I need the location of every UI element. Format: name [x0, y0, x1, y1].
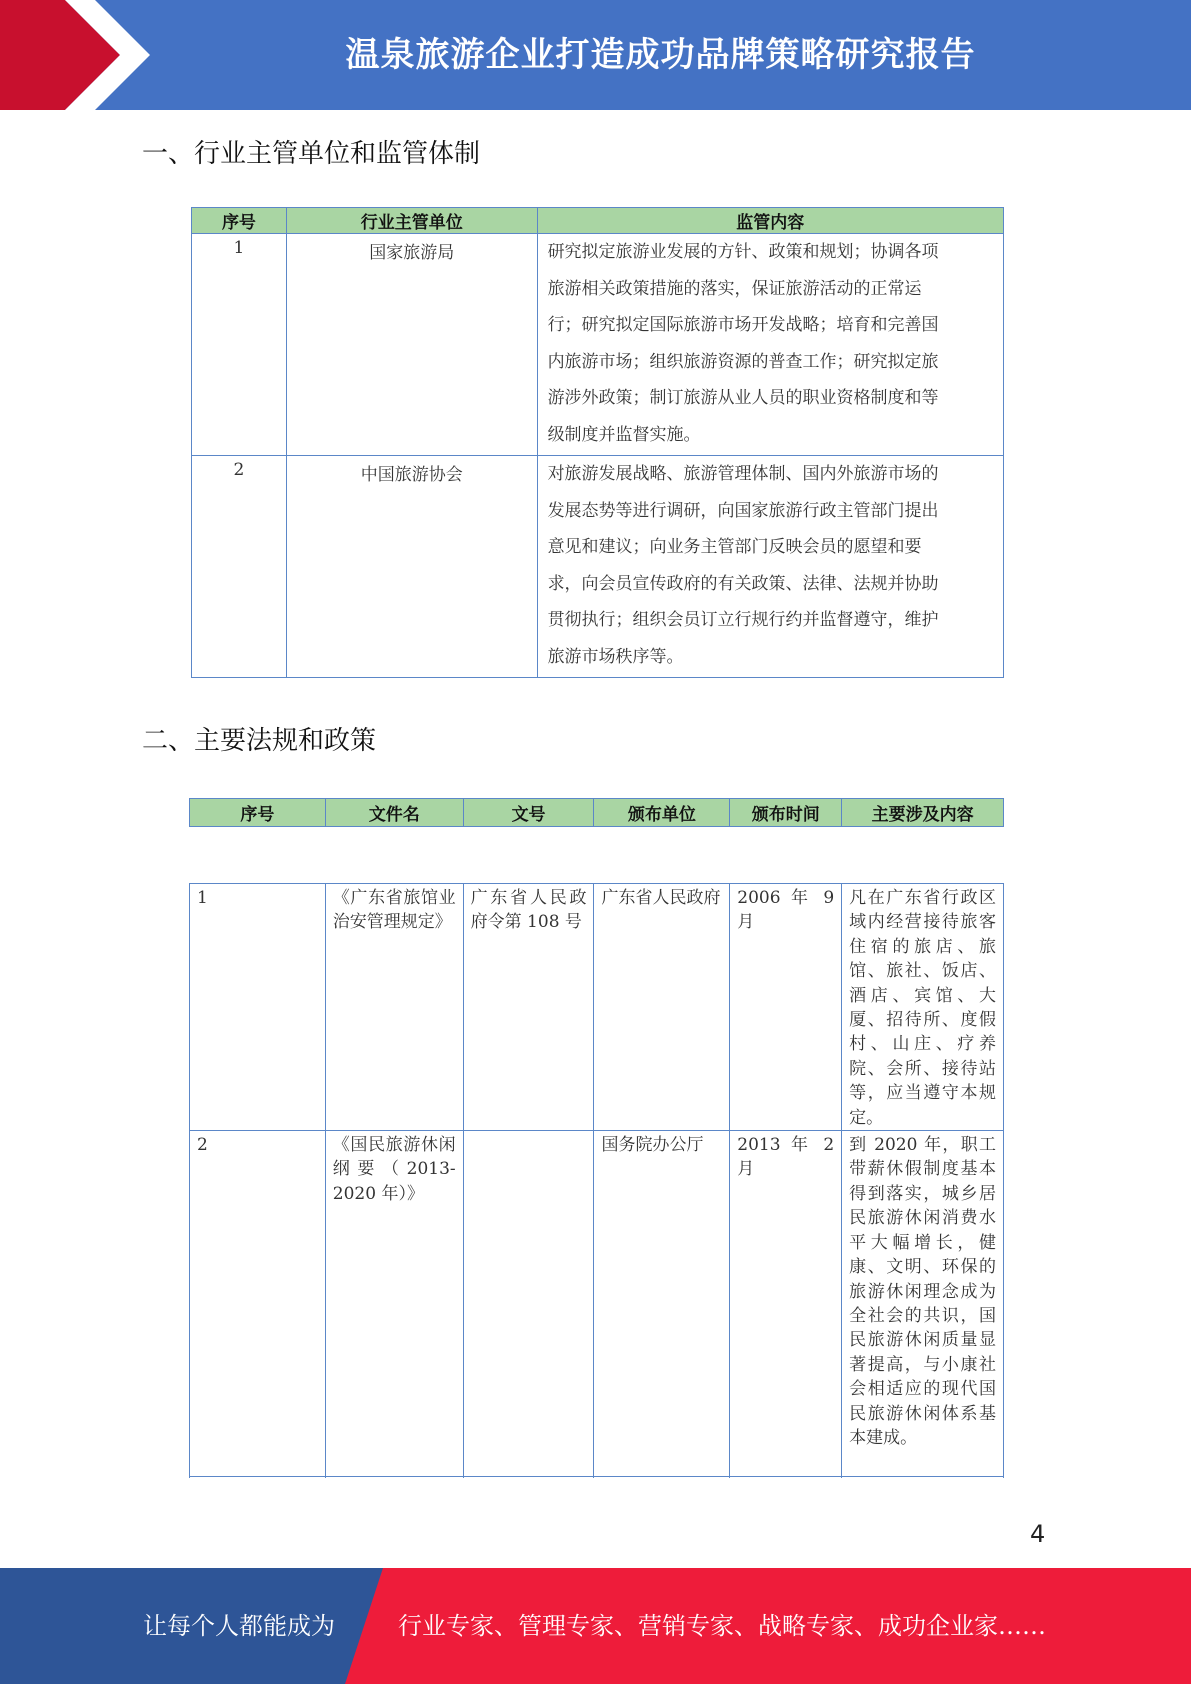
row-unit: 国家旅游局 — [286, 234, 537, 456]
content-line: 贯彻执行；组织会员订立行规行约并监督遵守，维护 — [547, 610, 939, 630]
header-cell-content: 监管内容 — [537, 208, 1003, 234]
page-number: 4 — [1030, 1520, 1046, 1548]
regulations-table — [189, 883, 1004, 1478]
content-line: 意见和建议；向业务主管部门反映会员的愿望和要 — [547, 537, 922, 557]
table-row-cut-off — [190, 1477, 1004, 1478]
row-no: 1 — [192, 234, 287, 456]
row-content: 凡在广东省行政区域内经营接待旅客住宿的旅店、旅馆、旅社、饭店、酒店、宾馆、大厦、招待所、度假村、山庄、疗养院、会所、接待站等，应当遵守本规定。 — [842, 884, 1004, 1131]
section-heading-2: 二、主要法规和政策 — [142, 726, 377, 756]
row-content: 到 2020 年，职工带薪休假制度基本得到落实，城乡居民旅游休闲消费水平大幅增长，健康、文明、环保的旅游休闲理念成为全社会的共识，国民旅游休闲质量显著提高，与小康社会相适应的现代国民旅游休闲体系基本建成。 — [842, 1131, 1004, 1477]
header-cell-name: 文件名 — [325, 799, 463, 827]
row-doc-no: 广东省人民政府令第 108 号 — [463, 884, 594, 1131]
content-line: 行；研究拟定国际旅游市场开发战略；培育和完善国 — [547, 315, 939, 335]
report-title: 温泉旅游企业打造成功品牌策略研究报告 — [345, 35, 976, 75]
content-line: 旅游市场秩序等。 — [547, 646, 684, 667]
header-cell-no: 序号 — [192, 208, 287, 234]
table-row — [190, 1131, 1004, 1477]
header-cell-unit: 行业主管单位 — [286, 208, 537, 234]
row-no: 1 — [190, 884, 326, 1131]
header-cell-doc-no: 文号 — [463, 799, 594, 827]
row-unit: 中国旅游协会 — [286, 456, 537, 678]
header-cell-issuer: 颁布单位 — [594, 799, 730, 827]
row-issuer: 广东省人民政府 — [594, 884, 730, 1131]
row-date: 2006 年 9 月 — [730, 884, 842, 1131]
row-name: 《广东省旅馆业治安管理规定》 — [325, 884, 463, 1131]
content-line: 对旅游发展战略、旅游管理体制、国内外旅游市场的 — [547, 464, 939, 484]
row-doc-no — [463, 1131, 594, 1477]
row-date: 2013 年 2 月 — [730, 1131, 842, 1477]
content-line: 发展态势等进行调研，向国家旅游行政主管部门提出 — [547, 500, 939, 521]
row-name: 《国民旅游休闲纲要（2013-2020 年）》 — [325, 1131, 463, 1477]
content-line: 内旅游市场；组织旅游资源的普查工作；研究拟定旅 — [547, 351, 939, 372]
footer-slogan-right: 行业专家、管理专家、营销专家、战略专家、成功企业家…… — [398, 1612, 1046, 1640]
header-cell-no: 序号 — [190, 799, 326, 827]
row-no: 2 — [190, 1131, 326, 1477]
section-heading-1: 一、行业主管单位和监管体制 — [142, 139, 481, 169]
footer-banner — [0, 1568, 1191, 1684]
header-cell-content: 主要涉及内容 — [842, 799, 1004, 827]
content-line: 研究拟定旅游业发展的方针、政策和规划；协调各项 — [547, 242, 939, 262]
content-line: 级制度并监督实施。 — [547, 424, 701, 445]
header-cell-date: 颁布时间 — [730, 799, 842, 827]
content-line: 旅游相关政策措施的落实，保证旅游活动的正常运 — [547, 278, 922, 299]
table-row — [190, 884, 1004, 1131]
content-line: 游涉外政策；制订旅游从业人员的职业资格制度和等 — [547, 388, 939, 408]
content-line: 求，向会员宣传政府的有关政策、法律、法规并协助 — [547, 573, 939, 594]
row-no: 2 — [192, 456, 287, 678]
row-issuer: 国务院办公厅 — [594, 1131, 730, 1477]
footer-slogan-left: 让每个人都能成为 — [143, 1612, 335, 1640]
